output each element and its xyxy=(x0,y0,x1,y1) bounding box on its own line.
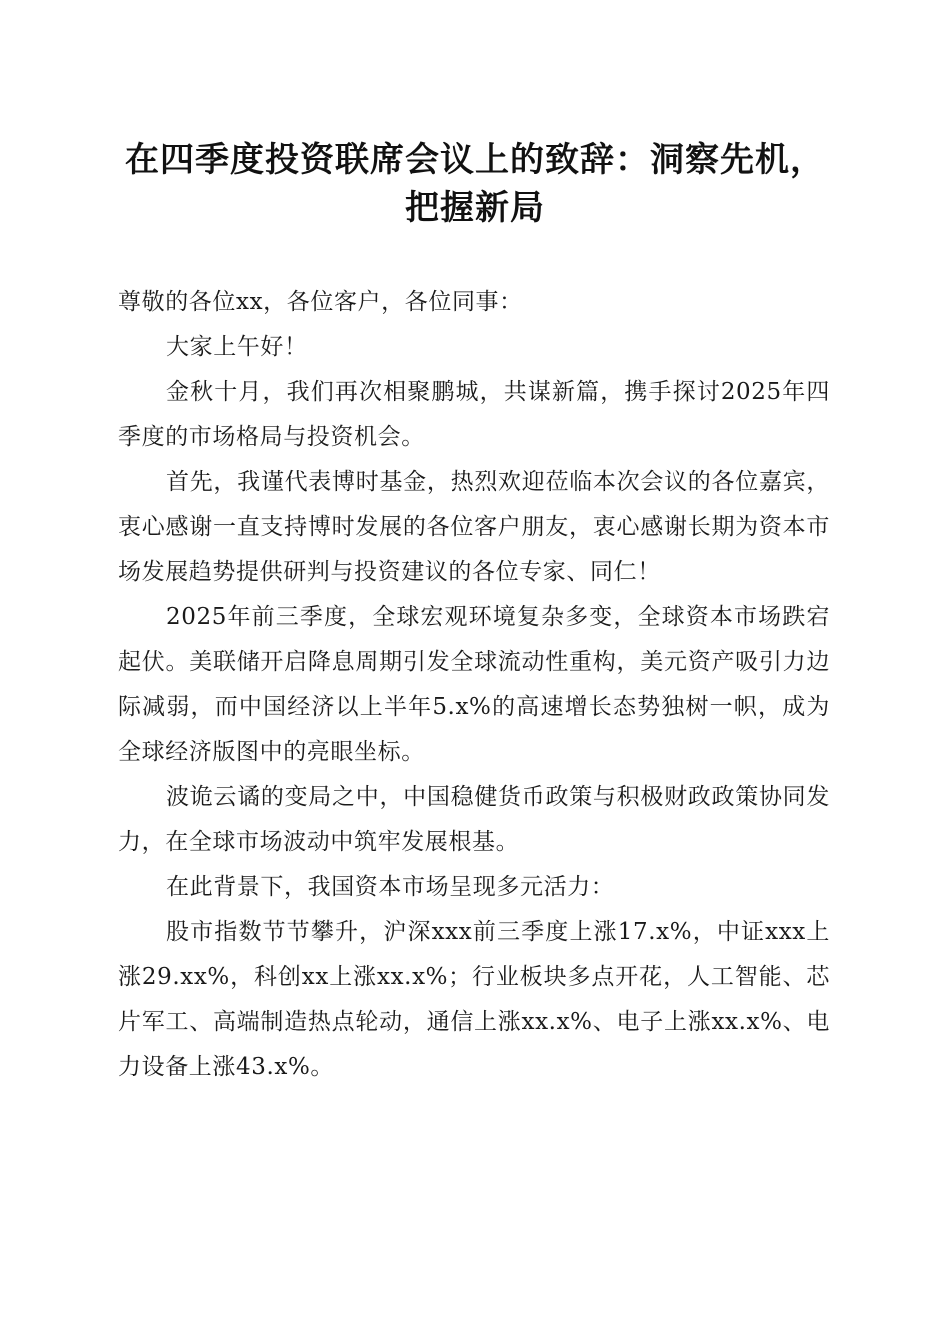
document-title xyxy=(100,136,850,232)
title-line-2: 把握新局 xyxy=(405,188,545,228)
paragraph-policy: 波诡云谲的变局之中，中国稳健货币政策与积极财政政策协同发力，在全球市场波动中筑牢发展根基。 xyxy=(118,784,830,855)
paragraph-market: 股市指数节节攀升，沪深xxx前三季度上涨17.x%，中证xxx上涨29.xx%，科创xx上涨xx.x%；行业板块多点开花，人工智能、芯片军工、高端制造热点轮动，通信上涨xx.x%、电子上涨xx.x%、电力设备上涨43.x%。 xyxy=(118,919,830,1080)
paragraph-opening: 金秋十月，我们再次相聚鹏城，共谋新篇，携手探讨2025年四季度的市场格局与投资机会。 xyxy=(118,379,830,450)
paragraph-macro: 2025年前三季度，全球宏观环境复杂多变，全球资本市场跌宕起伏。美联储开启降息周期引发全球流动性重构，美元资产吸引力边际减弱，而中国经济以上半年5.x%的高速增长态势独树一帜，成为全球经济版图中的亮眼坐标。 xyxy=(118,604,830,765)
salutation: 尊敬的各位xx，各位客户，各位同事： xyxy=(118,289,523,315)
title-line-1: 在四季度投资联席会议上的致辞：洞察先机， xyxy=(125,140,825,180)
greeting: 大家上午好！ xyxy=(166,334,308,360)
document-body xyxy=(118,280,830,1090)
paragraph-welcome: 首先，我谨代表博时基金，热烈欢迎莅临本次会议的各位嘉宾，衷心感谢一直支持博时发展的各位客户朋友，衷心感谢长期为资本市场发展趋势提供研判与投资建议的各位专家、同仁！ xyxy=(118,469,830,585)
paragraph-background: 在此背景下，我国资本市场呈现多元活力： xyxy=(166,874,615,900)
